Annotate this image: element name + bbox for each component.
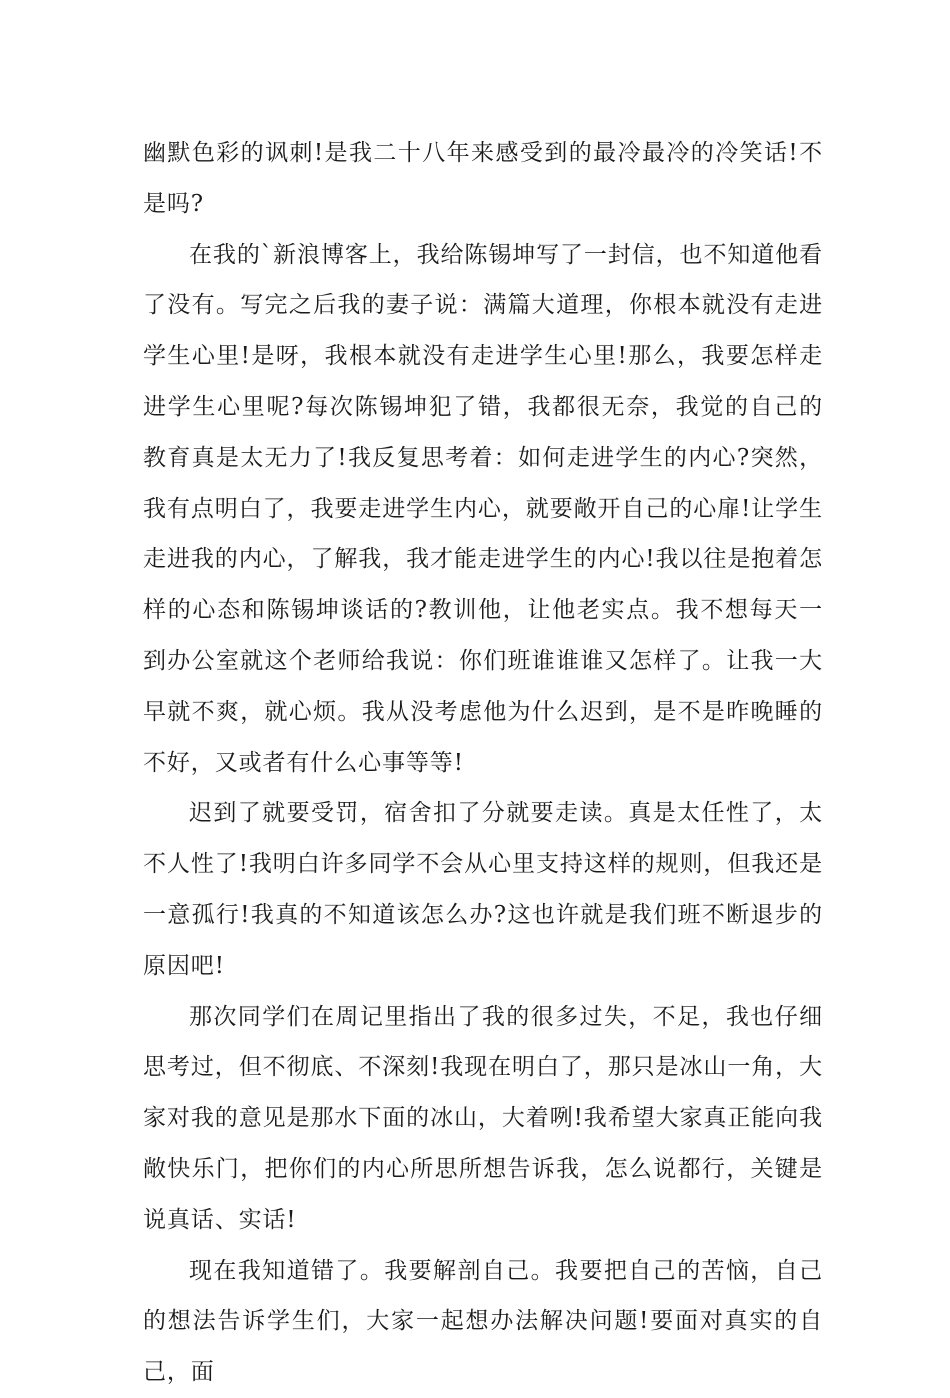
paragraph-blog-letter: 在我的`新浪博客上，我给陈锡坤写了一封信，也不知道他看了没有。写完之后我的妻子说：满篇大道理，你根本就没有走进学生心里!是呀，我根本就没有走进学生心里!那么，我要怎样走进学生心里呢?每次陈锡坤犯了错，我都很无奈，我觉的自己的教育真是太无力了!我反复思考着：如何走进学生的内心?突然，我有点明白了，我要走进学生内心，就要敞开自己的心扉!让学生走进我的内心，了解我，我才能走进学生的内心!我以往是抱着怎样的心态和陈锡坤谈话的?教训他，让他老实点。我不想每天一到办公室就这个老师给我说：你们班谁谁谁又怎样了。让我一大早就不爽，就心烦。我从没考虑他为什么迟到，是不是昨晚睡的不好，又或者有什么心事等等! [143, 241, 823, 776]
document-body [143, 128, 823, 1398]
paragraph-continued: 幽默色彩的讽刺!是我二十八年来感受到的最冷最冷的冷笑话!不是吗? [143, 140, 823, 217]
paragraph-self-reflection: 现在我知道错了。我要解剖自己。我要把自己的苦恼，自己的想法告诉学生们，大家一起想办法解决问题!要面对真实的自己，面 [143, 1257, 823, 1386]
paragraph-weekly-notes: 那次同学们在周记里指出了我的很多过失，不足，我也仔细思考过，但不彻底、不深刻!我现在明白了，那只是冰山一角，大家对我的意见是那水下面的冰山，大着咧!我希望大家真正能向我敞快乐门，把你们的内心所思所想告诉我，怎么说都行，关键是说真话、实话! [143, 1003, 823, 1233]
paragraph-punishment: 迟到了就要受罚，宿舍扣了分就要走读。真是太任性了，太不人性了!我明白许多同学不会从心里支持这样的规则，但我还是一意孤行!我真的不知道该怎么办?这也许就是我们班不断退步的原因吧! [143, 800, 823, 979]
